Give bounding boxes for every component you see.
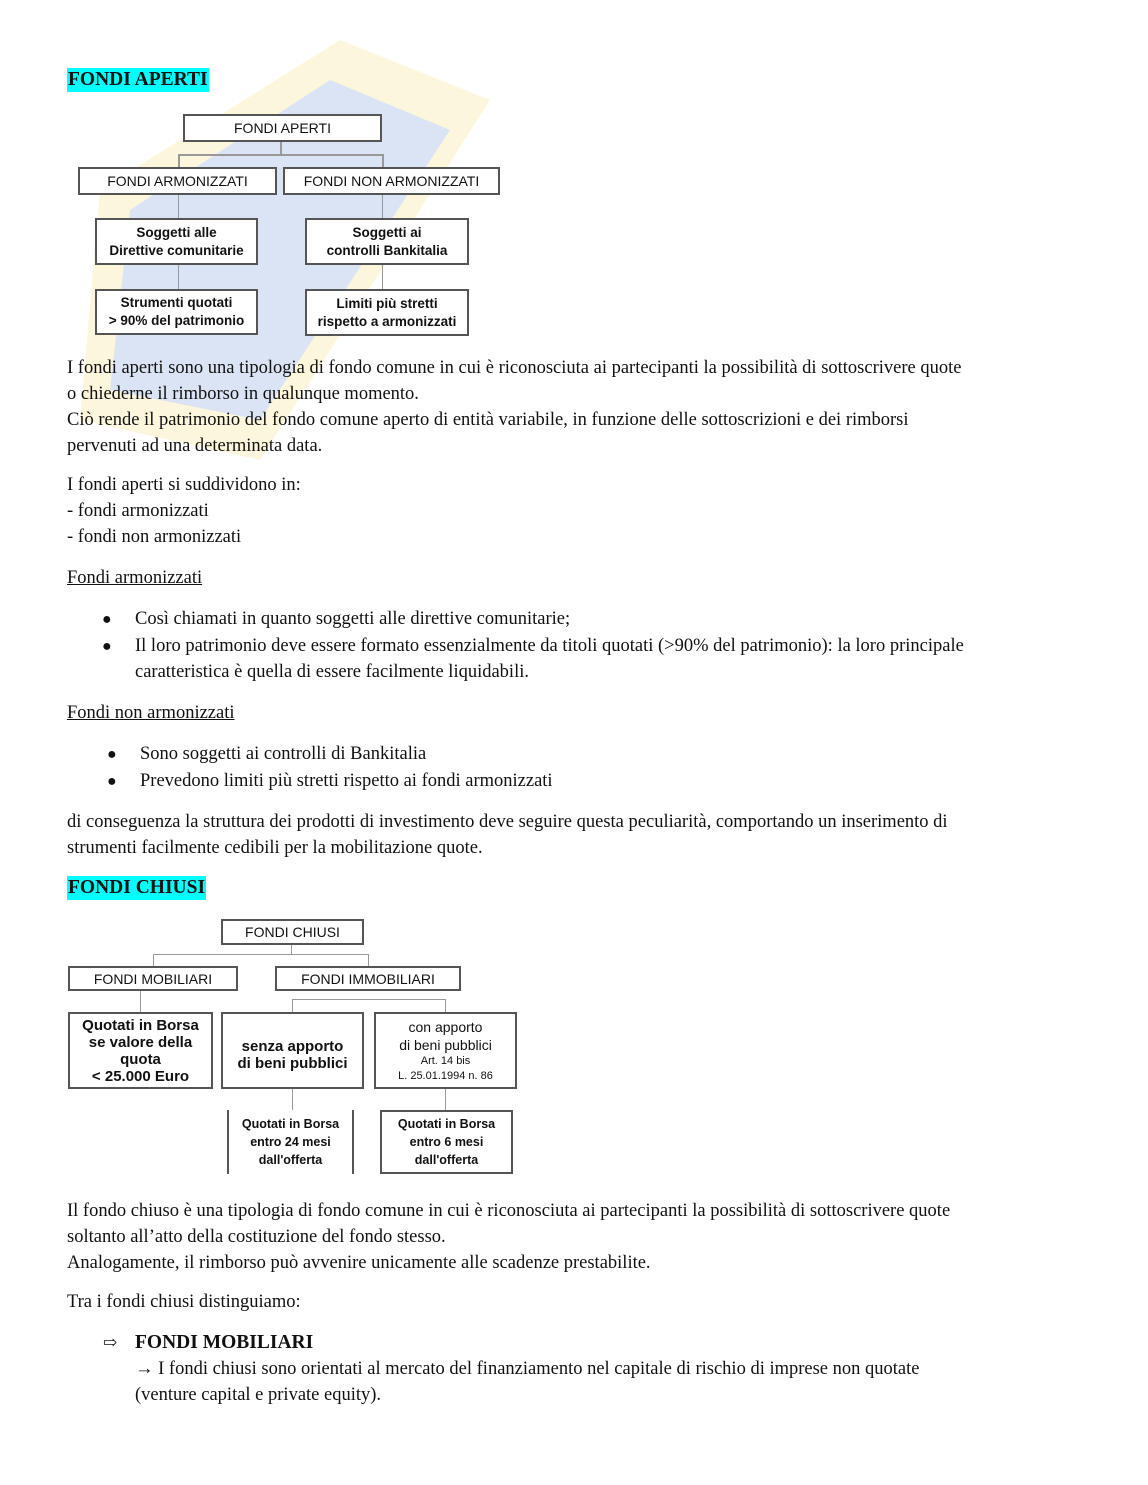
text-line: Analogamente, il rimborso può avvenire unicamente alle scadenze prestabilite. — [67, 1253, 651, 1273]
text-line: pervenuti ad una determinata data. — [67, 436, 323, 456]
node-line: entro 6 mesi — [409, 1135, 484, 1149]
connector — [292, 999, 293, 1012]
chart-node-6-mesi — [380, 1110, 513, 1174]
text-line: strumenti facilmente cedibili per la mobilitazione quote. — [67, 838, 483, 858]
connector — [153, 954, 154, 966]
node-line: Art. 14 bis — [420, 1054, 471, 1067]
connector — [382, 264, 383, 289]
node-line: senza apporto — [241, 1038, 344, 1055]
node-line: Quotati in Borsa — [397, 1117, 496, 1131]
node-line: di beni pubblici — [237, 1055, 348, 1072]
node-line: Strumenti quotati — [120, 295, 233, 310]
connector — [445, 1088, 446, 1110]
text-line: Il fondo chiuso è una tipologia di fondo comune in cui è riconosciuta ai partecipanti la possibilità di sottoscrivere quote — [67, 1201, 951, 1221]
node-line: > 90% del patrimonio — [108, 313, 245, 328]
item-title-mobiliari: FONDI MOBILIARI — [135, 1332, 314, 1353]
node-line: Quotati in Borsa — [241, 1117, 340, 1131]
paragraph-intro-aperti — [67, 355, 961, 459]
bullet-text — [135, 633, 964, 685]
connector — [140, 990, 141, 1012]
chart-node-chiusi-root: FONDI CHIUSI — [221, 919, 364, 945]
node-line: controlli Bankitalia — [326, 242, 448, 258]
node-line: dall'offerta — [414, 1153, 479, 1167]
arrow-right-icon: → — [135, 1359, 154, 1379]
subheading-armonizzati: Fondi armonizzati — [67, 568, 203, 588]
node-line: quota — [120, 1050, 161, 1068]
chart-node-limiti — [305, 289, 469, 336]
subheading-non-armonizzati: Fondi non armonizzati — [67, 703, 235, 723]
text-line: I fondi chiusi sono orientati al mercato del finanziamento nel capitale di rischio di imprese non quotate — [158, 1359, 920, 1379]
node-line: < 25.000 Euro — [91, 1067, 190, 1085]
chart-node-senza-apporto — [221, 1012, 364, 1089]
bullet-marker: ● — [102, 638, 112, 655]
paragraph-intro-chiusi — [67, 1198, 950, 1276]
chart-node-armonizzati: FONDI ARMONIZZATI — [78, 167, 277, 195]
connector — [292, 1088, 293, 1110]
text-line: di conseguenza la struttura dei prodotti di investimento deve seguire questa peculiarità, comportando un inserimento di — [67, 812, 948, 832]
node-line: dall'offerta — [258, 1153, 323, 1167]
node-line: entro 24 mesi — [250, 1135, 331, 1149]
connector — [178, 154, 384, 156]
chart-node-quotati-borsa — [68, 1012, 213, 1089]
connector — [292, 999, 446, 1000]
paragraph-distinguiamo: Tra i fondi chiusi distinguiamo: — [67, 1292, 301, 1312]
item-text-mobiliari — [135, 1356, 919, 1408]
text-line: I fondi aperti sono una tipologia di fondo comune in cui è riconosciuta ai partecipanti la possibilità di sottoscrivere quote — [67, 358, 962, 378]
connector — [178, 154, 180, 168]
bullet-marker: ● — [102, 611, 112, 628]
connector — [382, 154, 384, 168]
connector — [178, 264, 179, 289]
node-line: rispetto a armonizzati — [317, 313, 457, 329]
connector — [153, 954, 369, 955]
chart-node-immobiliari: FONDI IMMOBILIARI — [275, 966, 461, 991]
chart-node-root: FONDI APERTI — [183, 114, 382, 142]
text-line: caratteristica è quella di essere facilmente liquidabili. — [135, 662, 529, 682]
chart-node-24-mesi — [227, 1110, 354, 1174]
text-line: o chiederne il rimborso in qualunque momento. — [67, 384, 419, 404]
node-line: Quotati in Borsa — [82, 1016, 199, 1034]
node-line: Soggetti alle — [136, 224, 217, 240]
chart-node-strumenti — [95, 289, 258, 335]
arrow-bullet-icon: ⇨ — [103, 1333, 118, 1352]
node-line: di beni pubblici — [399, 1036, 492, 1053]
text-line: (venture capital e private equity). — [135, 1385, 382, 1405]
node-line: se valore della — [88, 1033, 193, 1051]
node-line: Limiti più stretti — [336, 295, 438, 311]
connector — [280, 141, 282, 155]
bullet-text: Sono soggetti ai controlli di Bankitalia — [140, 744, 427, 764]
node-line: L. 25.01.1994 n. 86 — [398, 1069, 493, 1082]
bullet-marker: ● — [107, 773, 117, 790]
node-line: con apporto — [408, 1018, 483, 1035]
text-line: - fondi armonizzati — [67, 501, 209, 521]
chart-node-direttive — [95, 218, 258, 265]
text-line: soltanto all’atto della costituzione del fondo stesso. — [67, 1227, 446, 1247]
connector — [382, 194, 383, 218]
connector — [445, 999, 446, 1012]
text-line: I fondi aperti si suddividono in: — [67, 475, 301, 495]
node-line: Soggetti ai — [352, 224, 422, 240]
chart-node-con-apporto — [374, 1012, 517, 1089]
chart-node-bankitalia — [305, 218, 469, 265]
connector — [178, 194, 179, 218]
chart-node-mobiliari: FONDI MOBILIARI — [68, 966, 238, 991]
connector — [368, 954, 369, 966]
node-line: Direttive comunitarie — [109, 242, 244, 258]
text-line: Il loro patrimonio deve essere formato essenzialmente da titoli quotati (>90% del patrimonio): la loro principale — [135, 636, 964, 656]
chart-node-non-armonizzati: FONDI NON ARMONIZZATI — [283, 167, 500, 195]
heading-fondi-aperti: FONDI APERTI — [68, 69, 208, 90]
paragraph-suddivisione — [67, 472, 301, 550]
bullet-text: Prevedono limiti più stretti rispetto ai fondi armonizzati — [140, 771, 553, 791]
text-line: Ciò rende il patrimonio del fondo comune aperto di entità variabile, in funzione delle sottoscrizioni e dei rimborsi — [67, 410, 909, 430]
bullet-text: Così chiamati in quanto soggetti alle direttive comunitarie; — [135, 609, 571, 629]
text-line: - fondi non armonizzati — [67, 527, 242, 547]
heading-fondi-chiusi: FONDI CHIUSI — [68, 877, 206, 898]
paragraph-conseguenza — [67, 809, 948, 861]
bullet-marker: ● — [107, 746, 117, 763]
